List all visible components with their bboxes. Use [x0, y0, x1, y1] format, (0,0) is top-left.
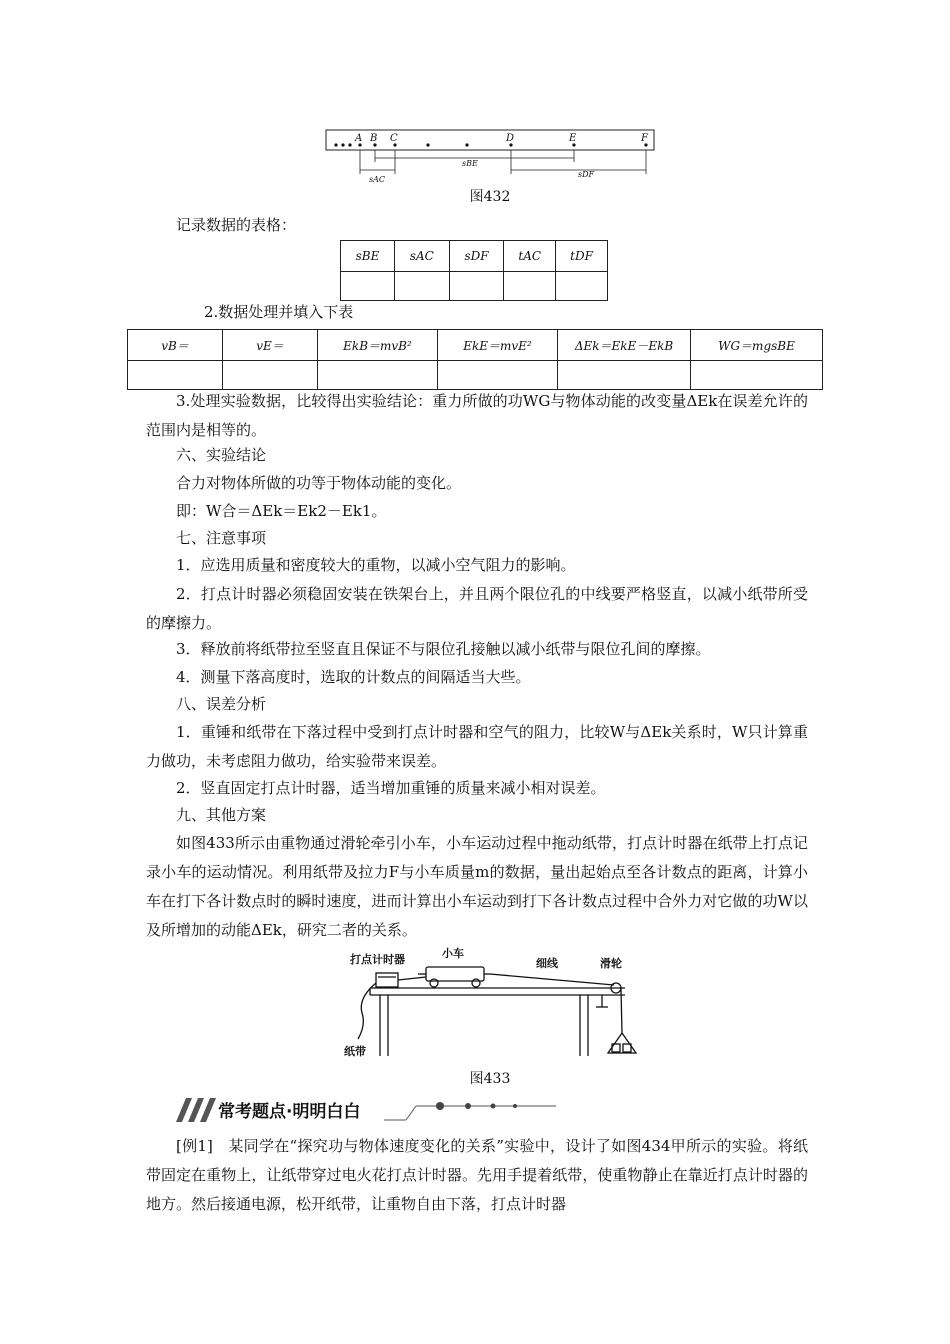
pulley-label: 滑轮	[600, 957, 622, 970]
table1-intro: 记录数据的表格：	[176, 216, 297, 234]
figure-433-caption: 图433	[469, 1071, 511, 1087]
banner-stripes-icon	[172, 1098, 216, 1122]
point-label: C	[390, 133, 398, 144]
note-1: 1．应选用质量和密度较大的重物，以减小空气阻力的影响。	[176, 556, 576, 574]
table1-header: sDF	[449, 241, 504, 272]
example-1: [例1] 某同学在“探究功与物体速度变化的关系”实验中，设计了如图434甲所示的实验。将纸带固定在重物上，让纸带穿过电火花打点计时器。先用手提着纸带，使重物静止在靠近打点计时器的地方。然后接通电源，松开纸带，让重物自由下落，打点计时器	[146, 1137, 808, 1213]
figure-433-setup-diagram	[340, 943, 640, 1061]
figure-432-tape-diagram	[322, 126, 658, 184]
table1-header: tAC	[504, 241, 556, 272]
paragraph-other-scheme: 如图433所示由重物通过滑轮牵引小车，小车运动过程中拖动纸带，打点计时器在纸带上打点记录小车的运动情况。利用纸带及拉力F与小车质量m的数据，量出起始点至各计数点的距离，计算小车在打下各计数点时的瞬时速度，进而计算出小车运动到打下各计数点过程中合外力对它做的功W以及所增加的动能ΔEk，研究二者的关系。	[146, 834, 808, 939]
point-label: B	[370, 133, 378, 144]
error-2: 2．竖直固定打点计时器，适当增加重锤的质量来减小相对误差。	[176, 779, 606, 797]
figure-432-caption: 图432	[469, 189, 511, 205]
heading-error-analysis: 八、误差分析	[176, 695, 267, 713]
s-ac-label: sAC	[369, 175, 386, 184]
point-label: F	[641, 133, 648, 144]
banner-title: 常考题点·明明白白	[218, 1102, 361, 1122]
step-2-text: 2.数据处理并填入下表	[204, 303, 354, 321]
heading-conclusion: 六、实验结论	[176, 446, 267, 464]
table2-header: vB＝	[128, 330, 223, 361]
processing-table	[127, 329, 823, 390]
note-4: 4．测量下落高度时，选取的计数点的间隔适当大些。	[176, 668, 531, 686]
table2-header: EkB＝mvB²	[318, 330, 438, 361]
s-df-label: sDF	[578, 170, 595, 179]
heading-other-scheme: 九、其他方案	[176, 806, 267, 824]
error-1: 1．重锤和纸带在下落过程中受到打点计时器和空气的阻力，比较W与ΔEk关系时，W只计算重力做功，未考虑阻力做功，给实验带来误差。	[146, 723, 808, 770]
s-be-label: sBE	[462, 159, 478, 168]
string-label: 细线	[536, 957, 558, 970]
point-label: A	[355, 133, 363, 144]
heading-notes: 七、注意事项	[176, 529, 267, 547]
table2-header: ΔEk＝EkE－EkB	[558, 330, 691, 361]
tape-label: 纸带	[344, 1045, 366, 1058]
table2-header: EkE＝mvE²	[438, 330, 558, 361]
paragraph-formula: 即：W合＝ΔEk＝Ek2－Ek1。	[176, 502, 387, 520]
banner-dots-line	[384, 1096, 562, 1124]
cart-label: 小车	[442, 947, 464, 960]
note-2: 2．打点计时器必须稳固安装在铁架台上，并且两个限位孔的中线要严格竖直，以减小纸带所受的摩擦力。	[146, 585, 808, 632]
section-banner	[172, 1094, 562, 1126]
paragraph-conclusion: 合力对物体所做的功等于物体动能的变化。	[176, 474, 462, 492]
point-label: E	[569, 133, 577, 144]
record-table	[340, 240, 608, 301]
note-3: 3．释放前将纸带拉至竖直且保证不与限位孔接触以减小纸带与限位孔间的摩擦。	[176, 640, 711, 658]
table1-header: tDF	[556, 241, 608, 272]
timer-label: 打点计时器	[350, 953, 405, 966]
table1-header: sAC	[395, 241, 450, 272]
table2-header: vE＝	[223, 330, 318, 361]
table2-header: WG＝mgsBE	[691, 330, 823, 361]
table1-header: sBE	[341, 241, 395, 272]
point-label: D	[506, 133, 515, 144]
paragraph-step3: 3.处理实验数据，比较得出实验结论：重力所做的功WG与物体动能的改变量ΔEk在误差允许的范围内是相等的。	[146, 392, 808, 439]
